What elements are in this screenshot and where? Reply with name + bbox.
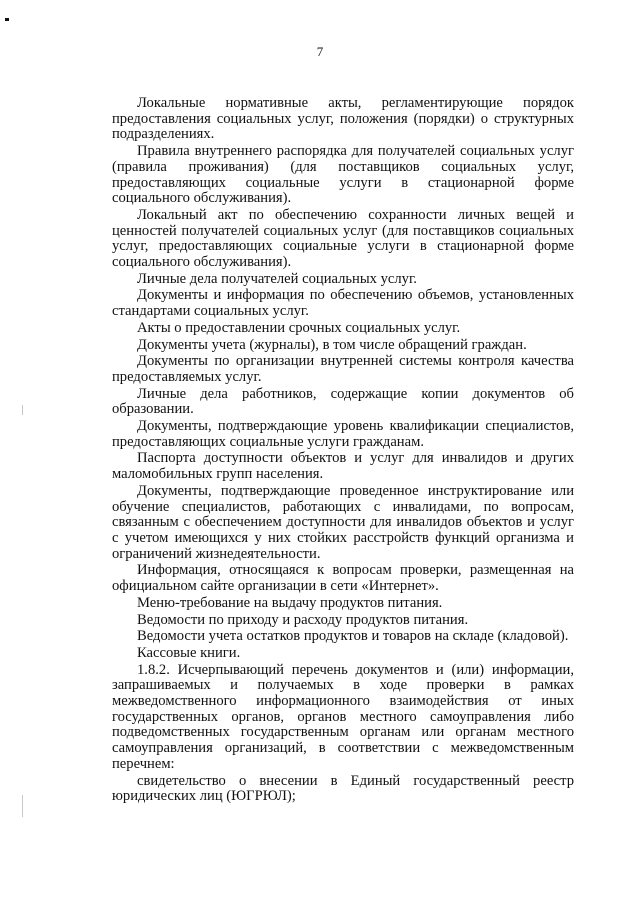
paragraph-food-statements: Ведомости по приходу и расходу продуктов питания. bbox=[137, 611, 469, 628]
paragraph-cash-books: Кассовые книги. bbox=[137, 644, 241, 661]
paragraph-recipient-files: Личные дела получателей социальных услуг. bbox=[137, 270, 417, 287]
paragraph-internal-rules: Правила внутреннего распорядка для получателей социальных услуг (правила проживания) (для поставщиков социальных услуг, предоставляющих социальные услуги в стационарной форме социального обслуживания). bbox=[112, 143, 574, 207]
document-body bbox=[112, 96, 574, 806]
paragraph-section-1-8-2: 1.8.2. Исчерпывающий перечень документов и (или) информации, запрашиваемых и получаемых в ходе проверки в рамках межведомственного информационного взаимодействия от иных государственных органов, органов местного самоуправления либо подведомственных государственным органам или органам местного самоуправления организаций, в соответствии с межведомственным перечнем: bbox=[112, 661, 574, 772]
paragraph-local-acts: Локальные нормативные акты, регламентирующие порядок предоставления социальных услуг, положения (порядки) о структурных подразделениях. bbox=[112, 95, 574, 143]
page-number: 7 bbox=[316, 44, 324, 59]
paragraph-stock-statements: Ведомости учета остатков продуктов и товаров на складе (кладовой). bbox=[137, 628, 569, 645]
paragraph-registers: Документы учета (журналы), в том числе обращений граждан. bbox=[137, 336, 527, 353]
paragraph-volume-documents: Документы и информация по обеспечению объемов, установленных стандартами социальных услуг. bbox=[112, 287, 574, 320]
paragraph-training: Документы, подтверждающие проведенное инструктирование или обучение специалистов, работающих с инвалидами, по вопросам, связанным с обеспечением доступности для инвалидов объектов и услуг с учетом имеющихся у них стойких расстройств функций организма и ограничений жизнедеятельности. bbox=[112, 482, 574, 562]
paragraph-quality-control: Документы по организации внутренней системы контроля качества предоставляемых услуг. bbox=[112, 353, 574, 385]
paragraph-qualification: Документы, подтверждающие уровень квалификации специалистов, предоставляющих социальные услуги гражданам. bbox=[112, 418, 574, 450]
paragraph-urgent-acts: Акты о предоставлении срочных социальных услуг. bbox=[137, 319, 461, 336]
paragraph-egrul-certificate: свидетельство о внесении в Единый государственный реестр юридических лиц (ЮГРЮЛ); bbox=[112, 772, 574, 805]
scan-mark bbox=[5, 18, 9, 21]
scan-speck bbox=[22, 795, 23, 817]
paragraph-accessibility-passports: Паспорта доступности объектов и услуг для инвалидов и других маломобильных групп населения. bbox=[112, 450, 574, 483]
paragraph-website-info: Информация, относящаяся к вопросам проверки, размещенная на официальном сайте организации в сети «Интернет». bbox=[112, 562, 574, 595]
scan-speck bbox=[22, 405, 23, 415]
paragraph-belongings-act: Локальный акт по обеспечению сохранности личных вещей и ценностей получателей социальных услуг (для поставщиков социальных услуг, предоставляющих социальные услуги в стационарной форме социального обслуживания). bbox=[112, 206, 574, 271]
paragraph-menu: Меню-требование на выдачу продуктов питания. bbox=[137, 594, 443, 611]
paragraph-employee-files: Личные дела работников, содержащие копии документов об образовании. bbox=[112, 385, 574, 418]
